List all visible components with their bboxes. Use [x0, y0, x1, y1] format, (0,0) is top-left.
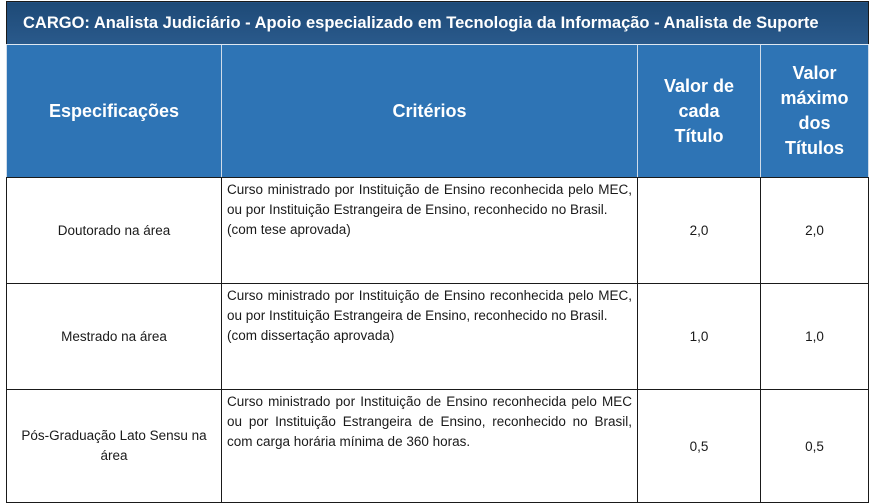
value-max-cell: 0,5	[761, 390, 869, 503]
specification-cell: Mestrado na área	[7, 284, 222, 390]
header-specifications: Especificações	[7, 45, 222, 178]
specification-cell: Pós-Graduação Lato Sensu na área	[7, 390, 222, 503]
criteria-cell	[222, 390, 638, 503]
specification-cell: Doutorado na área	[7, 178, 222, 284]
table-row	[7, 284, 869, 390]
titles-table	[6, 1, 869, 503]
criteria-text: Curso ministrado por Instituição de Ensino reconhecida pelo MEC ou por Instituição Estrangeira de Ensino, reconhecido no Brasil, com carga horária mínima de 360 horas.	[227, 394, 632, 449]
header-value-each: Valor de cada Título	[638, 45, 761, 178]
criteria-text: Curso ministrado por Instituição de Ensino reconhecida pelo MEC, ou por Instituição Estrangeira de Ensino, reconhecido no Brasil.	[227, 182, 632, 217]
criteria-text: Curso ministrado por Instituição de Ensino reconhecida pelo MEC, ou por Instituição Estrangeira de Ensino, reconhecido no Brasil.	[227, 288, 632, 323]
value-each-cell: 0,5	[638, 390, 761, 503]
table-row	[7, 178, 869, 284]
criteria-cell	[222, 284, 638, 390]
header-row	[7, 45, 869, 178]
value-max-cell: 1,0	[761, 284, 869, 390]
value-max-cell: 2,0	[761, 178, 869, 284]
table-title: CARGO: Analista Judiciário - Apoio especializado em Tecnologia da Informação - Analista de Suporte	[7, 2, 869, 45]
header-criteria: Critérios	[222, 45, 638, 178]
value-each-cell: 2,0	[638, 178, 761, 284]
value-each-cell: 1,0	[638, 284, 761, 390]
criteria-note: (com tese aprovada)	[227, 222, 351, 237]
table-row	[7, 390, 869, 503]
criteria-cell	[222, 178, 638, 284]
header-value-max: Valor máximo dos Títulos	[761, 45, 869, 178]
criteria-note: (com dissertação aprovada)	[227, 328, 395, 343]
